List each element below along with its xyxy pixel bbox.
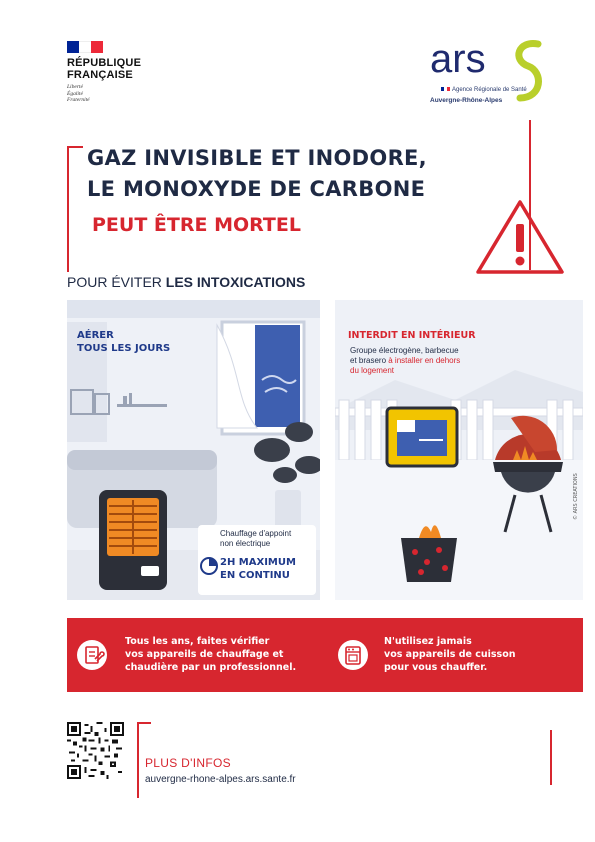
title-bracket-left <box>67 146 83 272</box>
interdit-desc-line2 <box>350 356 510 366</box>
republique-francaise-logo <box>67 57 141 81</box>
interdit-desc-line2-start: et brasero <box>350 356 389 365</box>
republique-line1: RÉPUBLIQUE <box>67 57 142 69</box>
window-pane <box>255 325 300 427</box>
interdit-heading: INTERDIT EN INTÉRIEUR <box>348 330 476 341</box>
advice-right-text <box>384 635 516 674</box>
footer-bracket-right <box>550 730 552 785</box>
generator-illustration <box>387 408 457 466</box>
website-link[interactable]: auvergne-rhone-alpes.ars.sante.fr <box>145 774 296 785</box>
interdit-desc-line1: Groupe électrogène, barbecue <box>350 346 459 355</box>
republic-motto <box>67 84 90 104</box>
stove-icon <box>338 640 368 670</box>
chauffage-label <box>220 529 291 549</box>
advice-left-line2: vos appareils de chauffage et <box>125 649 284 660</box>
ars-region: Auvergne-Rhône-Alpes <box>430 97 503 104</box>
interdit-description <box>350 346 510 376</box>
advice-left-line1: Tous les ans, faites vérifier <box>125 636 270 647</box>
motto-egalite: Égalité <box>67 90 83 97</box>
interdit-desc-line2-emphasis: à installer en dehors <box>388 356 461 365</box>
qr-code[interactable] <box>67 722 124 779</box>
intro-prefix: POUR ÉVITER <box>67 274 166 290</box>
advice-right-line1: N'utilisez jamais <box>384 636 472 647</box>
wrench-document-icon <box>77 640 107 670</box>
aerer-heading <box>77 329 170 355</box>
title-line3-mortel: PEUT ÊTRE MORTEL <box>92 214 301 236</box>
republique-line2: FRANÇAISE <box>67 69 133 81</box>
image-credit: © ARS CREATIONS <box>573 473 579 520</box>
intro-line <box>67 274 305 290</box>
chauffage-label-line2: non électrique <box>220 539 271 548</box>
max-duration <box>220 556 296 582</box>
panel-interdit <box>335 300 583 600</box>
aerer-heading-line1: AÉRER <box>77 330 114 341</box>
clock-icon <box>200 557 218 575</box>
advice-left-text <box>125 635 296 674</box>
title-line1: GAZ INVISIBLE ET INODORE, <box>87 146 427 170</box>
max-duration-line2: EN CONTINU <box>220 570 290 581</box>
aerer-heading-line2: TOUS LES JOURS <box>77 343 171 354</box>
interdit-desc-line3: du logement <box>350 366 395 375</box>
french-flag-icon <box>67 41 103 53</box>
advice-right-line2: vos appareils de cuisson <box>384 649 516 660</box>
title-line2: LE MONOXYDE DE CARBONE <box>87 177 426 201</box>
garden-illustration <box>335 300 583 600</box>
max-duration-line1: 2H MAXIMUM <box>220 557 296 568</box>
advice-right-line3: pour vous chauffer. <box>384 662 488 673</box>
plus-infos-label: PLUS D'INFOS <box>145 756 231 770</box>
intro-emphasis: LES INTOXICATIONS <box>165 274 306 290</box>
advice-left-line3: chaudière par un professionnel. <box>125 662 297 673</box>
chauffage-label-line1: Chauffage d'appoint <box>220 529 292 538</box>
ars-wordmark: ars <box>430 37 486 81</box>
motto-liberte: Liberté <box>67 84 83 90</box>
ars-subtitle <box>441 87 527 93</box>
motto-fraternite: Fraternité <box>67 97 90 103</box>
warning-triangle-icon <box>472 196 568 276</box>
panel-divider <box>323 300 333 600</box>
ars-subtitle-agency: Agence Régionale de Santé <box>452 87 527 93</box>
heater-illustration <box>99 490 167 590</box>
